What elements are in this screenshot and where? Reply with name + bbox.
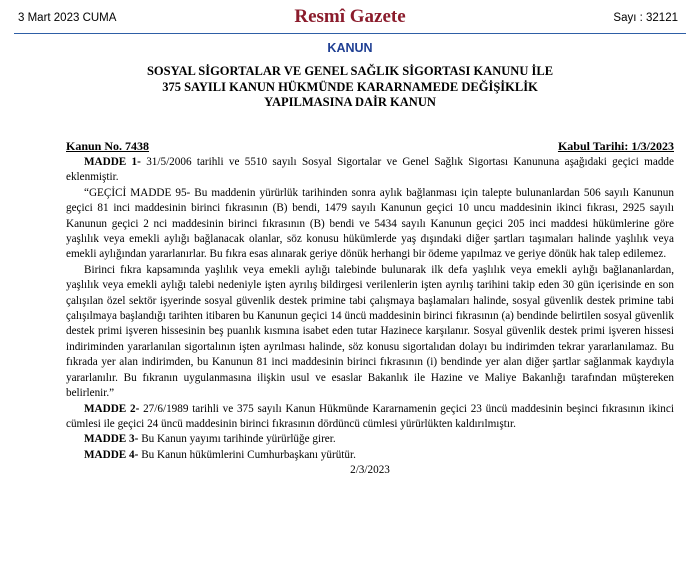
article-1-text: 31/5/2006 tarihli ve 5510 sayılı Sosyal Sigortalar ve Genel Sağlık Sigortası Kanununa aşağıdaki geçici madde eklenmiştir.: [66, 156, 674, 184]
article-1: [66, 155, 674, 186]
law-meta: [66, 139, 674, 155]
article-4: [66, 448, 674, 463]
article-3-text: Bu Kanun yayımı tarihinde yürürlüğe girer.: [138, 433, 336, 446]
gazette-header: [0, 0, 700, 40]
law-title-line: YAPILMASINA DAİR KANUN: [264, 95, 436, 109]
law-title-line: 375 SAYILI KANUN HÜKMÜNDE KARARNAMEDE DEĞİŞİKLİK: [162, 79, 538, 94]
gazette-title: Resmî Gazete: [294, 6, 406, 27]
law-title: [60, 64, 640, 111]
article-4-label: MADDE 4-: [84, 448, 139, 461]
article-3: [66, 432, 674, 447]
document-type: KANUN: [327, 41, 373, 55]
law-title-line: SOSYAL SİGORTALAR VE GENEL SAĞLIK SİGORTASI KANUNU İLE: [146, 64, 554, 78]
header-divider: [14, 33, 686, 34]
article-4-text: Bu Kanun hükümlerini Cumhurbaşkanı yürütür.: [138, 448, 356, 461]
acceptance-date: Kabul Tarihi: 1/3/2023: [557, 139, 674, 153]
article-2-label: MADDE 2-: [84, 402, 140, 415]
law-body: [66, 139, 674, 479]
signing-date: 2/3/2023: [350, 464, 390, 477]
article-1-label: MADDE 1-: [84, 156, 141, 168]
publication-date: 3 Mart 2023 CUMA: [18, 12, 117, 24]
issue-number: Sayı : 32121: [613, 12, 678, 24]
article-2: [66, 402, 674, 433]
temporary-article-95-paragraph-2: Birinci fıkra kapsamında yaşlılık veya emekli aylığı talebinde bulunarak ilk defa yaşlılık veya emekli aylığı bağlananlardan, yaşlılık veya emekli aylığı talebi nedeniyle işten ayrılış bildirgesi verilenlerin işten ayrılış tarihini takip eden 30 gün içerisinde en son çalışılan özel sektör işyerinde sosyal güvenlik destek primine tabi çalışmaya başlamaları halinde, sosyal güvenlik destek primine tabi çalışılmaya başlandığı tarihten itibaren bu Kanunun geçici 14 üncü maddesinin birinci fıkrasının (a) bendinde belirtilen sosyal güvenlik destek primi işveren hissesinin beş puanlık kısmına isabet eden tutar Hazinece karşılanır. Sosyal güvenlik destek primi işveren hissesi indiriminden yararlanılan sigortalının işten ayrılması halinde, söz konusu sigortalıdan dolayı bu indirimden tekrar yararlanılamaz. Bu fıkrada yer alan indirimden, bu Kanunun 81 inci maddesinin birinci fıkrasının (i) bendinde yer alan diğer şartlar sağlanmak kaydıyla yararlanılır. Bu fıkranın uygulanmasına ilişkin usul ve esaslar Bakanlık ile Hazine ve Maliye Bakanlığı tarafından müştereken belirlenir.”: [66, 263, 674, 400]
article-2-text: 27/6/1989 tarihli ve 375 sayılı Kanun Hükmünde Kararnamenin geçici 23 üncü maddesinin beşinci fıkrasının ikinci cümlesi ile geçici 24 üncü maddesinin birinci fıkrasının dördüncü cümlesi yürürlükten kaldırılmıştır.: [66, 402, 674, 430]
article-3-label: MADDE 3-: [84, 433, 139, 446]
temporary-article-95-paragraph-1: “GEÇİCİ MADDE 95- Bu maddenin yürürlük tarihinden sonra aylık bağlanması için talepte bulunanlardan 506 sayılı Kanunun geçici 81 inci maddesinin birinci fıkrasının (B) bendi, 1479 sayılı Kanunun geçici 10 uncu maddesinin ikinci fıkrası, 2925 sayılı Kanunun geçici 2 nci maddesinin birinci fıkrasının (B) bendi ve 5434 sayılı Kanunun geçici 205 inci maddesi hükümlerine göre yaşlılık veya emekli aylığı bağlanacak olanlar, söz konusu hükümlerde yaş dışındaki diğer şartları taşımaları halinde yaşlılık veya emekli aylığından yararlanırlar. Bu fıkra esas alınarak geriye dönük herhangi bir ödeme yapılmaz ve geriye dönük hak talep edilemez.: [66, 186, 674, 261]
law-number: Kanun No. 7438: [66, 139, 150, 153]
